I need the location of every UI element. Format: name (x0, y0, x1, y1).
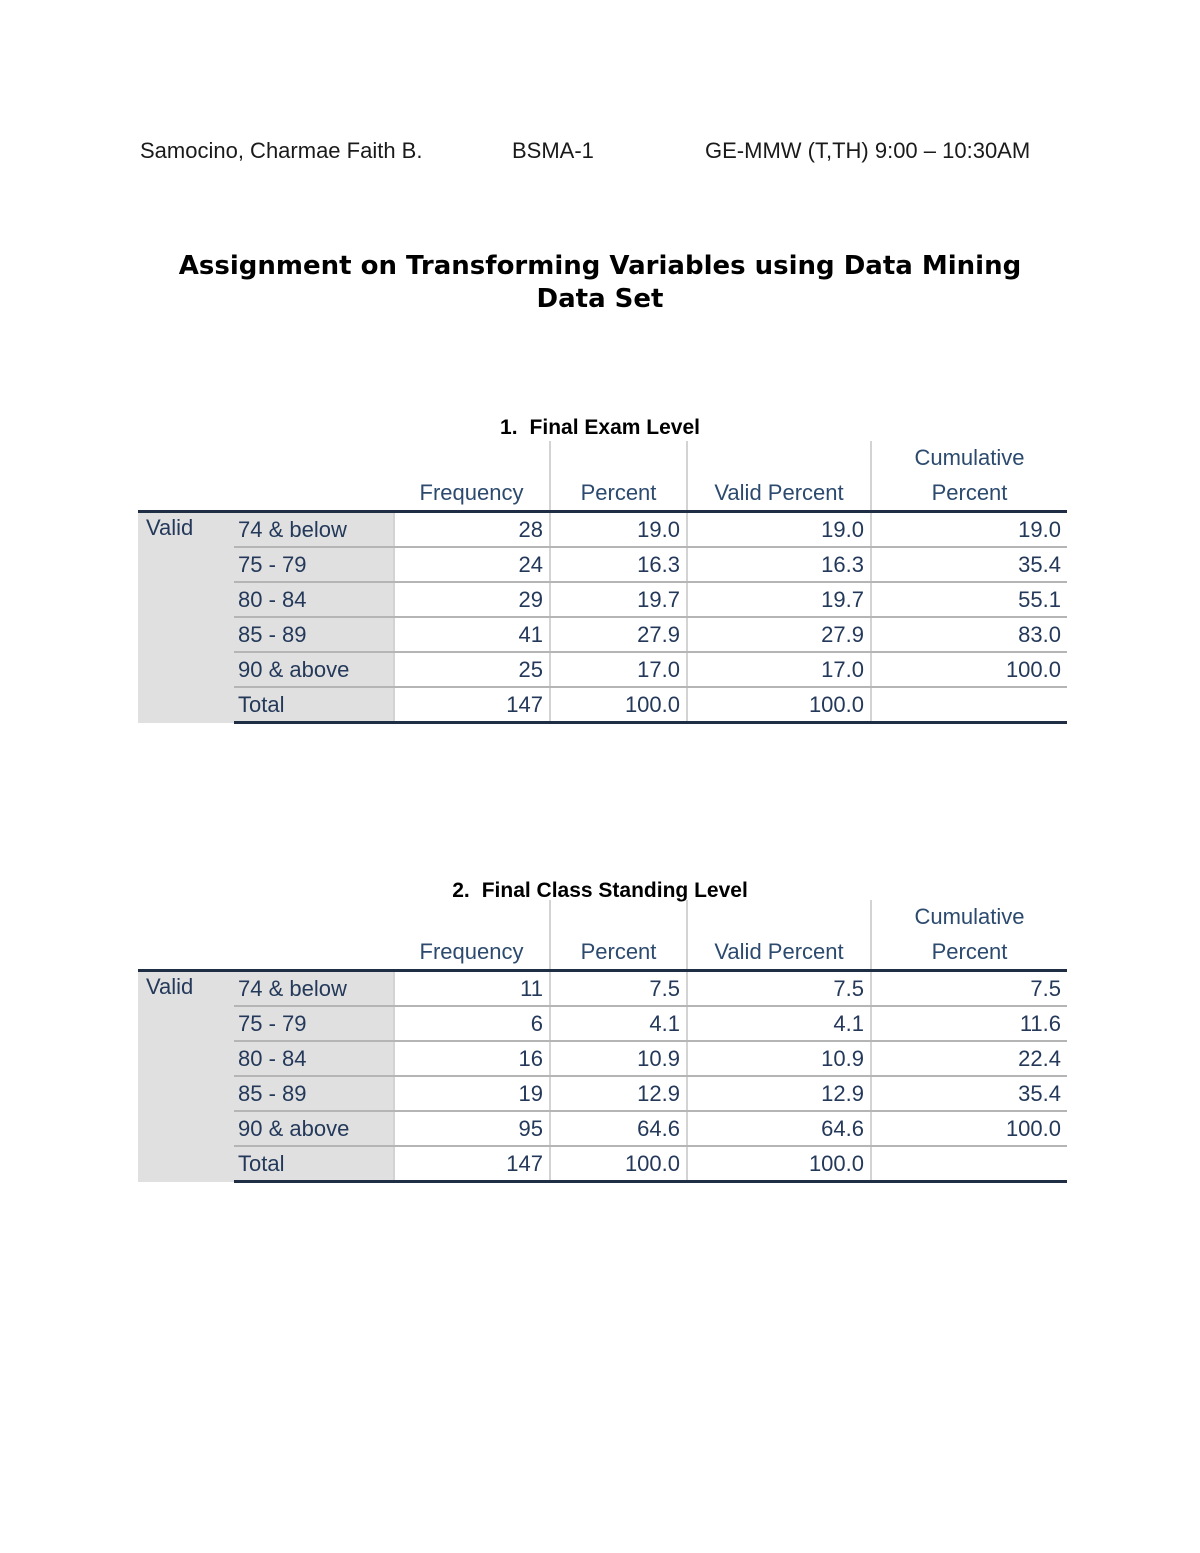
header-cumulative: Cumulative (871, 441, 1067, 474)
cell-frequency: 16 (394, 1041, 550, 1076)
row-label: 74 & below (234, 512, 394, 548)
row-label: 75 - 79 (234, 1006, 394, 1041)
cell-frequency: 147 (394, 1146, 550, 1182)
section-number: 1. (500, 416, 518, 439)
cell-cumulative-percent: 35.4 (871, 1076, 1067, 1111)
table-row (138, 582, 1067, 617)
document-title-line-2: Data Set (536, 284, 664, 314)
document-title (100, 250, 1100, 316)
cell-frequency: 29 (394, 582, 550, 617)
cell-valid-percent: 100.0 (687, 1146, 871, 1182)
row-label: 74 & below (234, 971, 394, 1007)
cell-cumulative-percent: 19.0 (871, 512, 1067, 548)
cell-valid-percent: 19.0 (687, 512, 871, 548)
table-row (138, 617, 1067, 652)
row-label: Total (234, 687, 394, 723)
table-row-total (138, 1146, 1067, 1182)
header-cumulative-percent: Percent (871, 474, 1067, 512)
cell-valid-percent: 27.9 (687, 617, 871, 652)
cell-frequency: 147 (394, 687, 550, 723)
header-valid-percent: Valid Percent (687, 474, 871, 512)
cell-cumulative-percent: 22.4 (871, 1041, 1067, 1076)
cell-cumulative-percent: 83.0 (871, 617, 1067, 652)
header-percent: Percent (550, 474, 687, 512)
cell-valid-percent: 12.9 (687, 1076, 871, 1111)
cell-percent: 100.0 (550, 1146, 687, 1182)
cell-frequency: 25 (394, 652, 550, 687)
table-row (138, 1041, 1067, 1076)
header-cumulative: Cumulative (871, 900, 1067, 933)
row-label: 90 & above (234, 1111, 394, 1146)
cell-cumulative-percent (871, 687, 1067, 723)
cell-frequency: 19 (394, 1076, 550, 1111)
cell-valid-percent: 4.1 (687, 1006, 871, 1041)
cell-valid-percent: 16.3 (687, 547, 871, 582)
cell-percent: 27.9 (550, 617, 687, 652)
course-code: BSMA-1 (512, 138, 594, 163)
table-row (138, 1006, 1067, 1041)
row-group-label: Valid (138, 971, 234, 1182)
cell-cumulative-percent: 11.6 (871, 1006, 1067, 1041)
header-frequency: Frequency (394, 933, 550, 971)
cell-valid-percent: 7.5 (687, 971, 871, 1007)
section-title-text: Final Class Standing Level (481, 879, 748, 902)
student-name: Samocino, Charmae Faith B. (140, 138, 423, 163)
cell-cumulative-percent: 7.5 (871, 971, 1067, 1007)
section-title-final-exam-level (0, 416, 1200, 440)
cell-valid-percent: 100.0 (687, 687, 871, 723)
cell-percent: 10.9 (550, 1041, 687, 1076)
cell-frequency: 6 (394, 1006, 550, 1041)
row-label: Total (234, 1146, 394, 1182)
table-row (138, 1076, 1067, 1111)
cell-percent: 4.1 (550, 1006, 687, 1041)
cell-cumulative-percent (871, 1146, 1067, 1182)
table-row (138, 547, 1067, 582)
document-title-line-1: Assignment on Transforming Variables using Data Mining (178, 251, 1022, 281)
table-row (138, 971, 1067, 1007)
cell-valid-percent: 10.9 (687, 1041, 871, 1076)
cell-valid-percent: 19.7 (687, 582, 871, 617)
section-number: 2. (452, 879, 470, 902)
row-label: 85 - 89 (234, 617, 394, 652)
row-label: 80 - 84 (234, 1041, 394, 1076)
cell-percent: 100.0 (550, 687, 687, 723)
cell-cumulative-percent: 35.4 (871, 547, 1067, 582)
row-label: 90 & above (234, 652, 394, 687)
frequency-table-final-exam-level (138, 441, 1067, 724)
frequency-table-final-class-standing-level (138, 900, 1067, 1183)
header-valid-percent: Valid Percent (687, 933, 871, 971)
cell-percent: 17.0 (550, 652, 687, 687)
cell-frequency: 24 (394, 547, 550, 582)
row-label: 85 - 89 (234, 1076, 394, 1111)
section-title-text: Final Exam Level (529, 416, 700, 439)
cell-cumulative-percent: 55.1 (871, 582, 1067, 617)
table-row (138, 652, 1067, 687)
cell-percent: 19.0 (550, 512, 687, 548)
cell-percent: 64.6 (550, 1111, 687, 1146)
row-group-label: Valid (138, 512, 234, 723)
header-percent: Percent (550, 933, 687, 971)
cell-percent: 12.9 (550, 1076, 687, 1111)
header-frequency: Frequency (394, 474, 550, 512)
cell-percent: 16.3 (550, 547, 687, 582)
table-row (138, 1111, 1067, 1146)
row-label: 80 - 84 (234, 582, 394, 617)
table-row-total (138, 687, 1067, 723)
cell-cumulative-percent: 100.0 (871, 1111, 1067, 1146)
header-cumulative-percent: Percent (871, 933, 1067, 971)
cell-frequency: 95 (394, 1111, 550, 1146)
cell-valid-percent: 17.0 (687, 652, 871, 687)
cell-valid-percent: 64.6 (687, 1111, 871, 1146)
cell-frequency: 11 (394, 971, 550, 1007)
cell-frequency: 28 (394, 512, 550, 548)
cell-cumulative-percent: 100.0 (871, 652, 1067, 687)
cell-percent: 19.7 (550, 582, 687, 617)
table-row (138, 512, 1067, 548)
class-schedule: GE-MMW (T,TH) 9:00 – 10:30AM (705, 138, 1031, 163)
cell-frequency: 41 (394, 617, 550, 652)
row-label: 75 - 79 (234, 547, 394, 582)
cell-percent: 7.5 (550, 971, 687, 1007)
